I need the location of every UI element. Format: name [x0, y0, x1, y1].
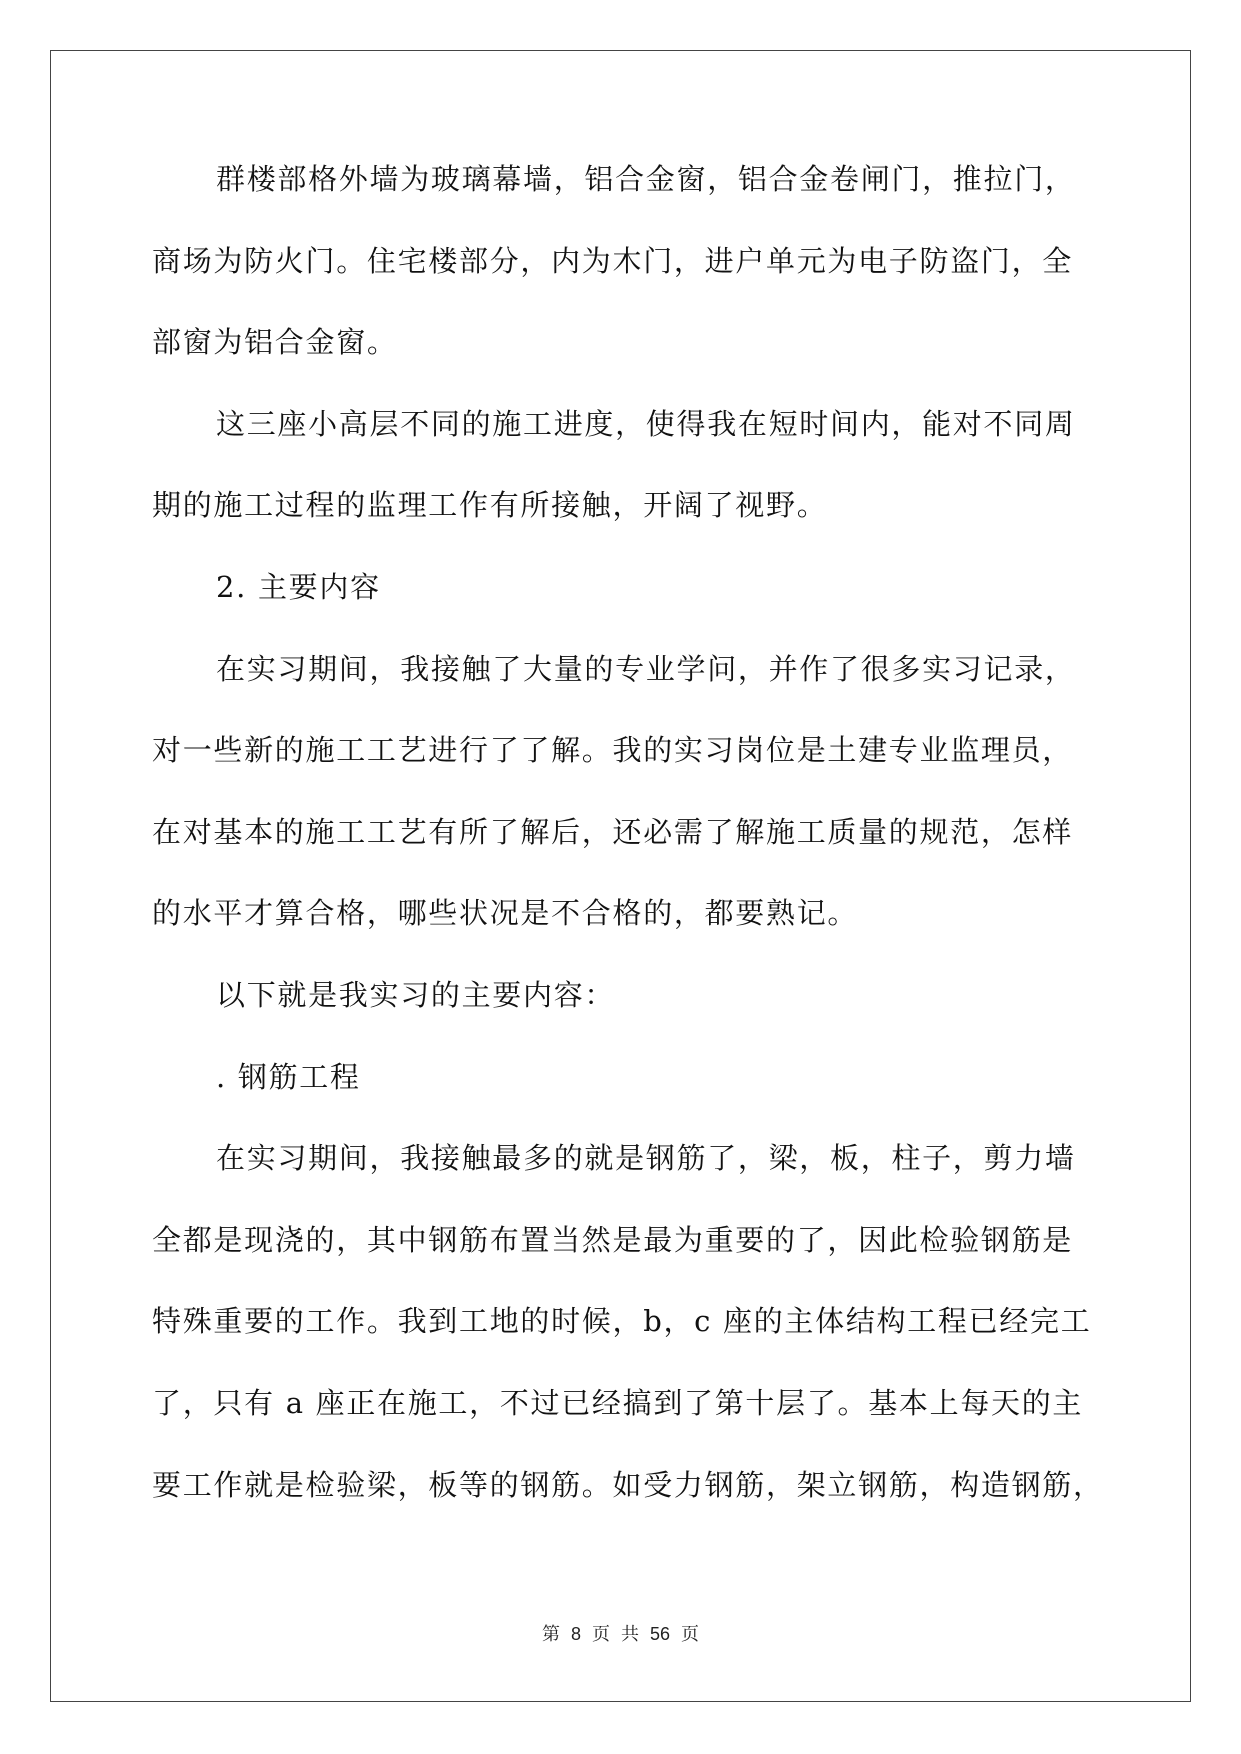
text-line: 商场为防火门。住宅楼部分，内为木门，进户单元为电子防盗门，全 — [152, 243, 1074, 278]
text-line: 部窗为铝合金窗。 — [152, 325, 398, 360]
text-line: 以下就是我实习的主要内容： — [216, 977, 616, 1012]
document-body — [152, 158, 1112, 1545]
text-line: 群楼部格外墙为玻璃幕墙，铝合金窗，铝合金卷闸门，推拉门， — [216, 162, 1076, 196]
text-line: 对一些新的施工工艺进行了了解。我的实习岗位是土建专业监理员， — [152, 733, 1074, 768]
text-line: 特殊重要的工作。我到工地的时候，b，c 座的主体结构工程已经完工 — [152, 1304, 1092, 1339]
text-line: . 钢筋工程 — [216, 1059, 361, 1094]
text-line: 了，只有 a 座正在施工，不过已经搞到了第十层了。基本上每天的主 — [152, 1385, 1084, 1420]
text-line: 期的施工过程的监理工作有所接触，开阔了视野。 — [152, 488, 828, 523]
text-line: 的水平才算合格，哪些状况是不合格的，都要熟记。 — [152, 896, 859, 931]
text-line: 全都是现浇的，其中钢筋布置当然是最为重要的了，因此检验钢筋是 — [152, 1222, 1074, 1257]
text-line: 在实习期间，我接触了大量的专业学问，并作了很多实习记录， — [216, 651, 1076, 686]
text-line: 2. 主要内容 — [216, 569, 381, 604]
text-line: 在实习期间，我接触最多的就是钢筋了，梁，板，柱子，剪力墙 — [216, 1141, 1076, 1176]
text-line: 这三座小高层不同的施工进度，使得我在短时间内，能对不同周 — [216, 406, 1076, 441]
text-line: 要工作就是检验梁，板等的钢筋。如受力钢筋，架立钢筋，构造钢筋， — [152, 1467, 1104, 1502]
text-line: 在对基本的施工工艺有所了解后，还必需了解施工质量的规范，怎样 — [152, 814, 1074, 849]
page-footer: 第 8 页 共 56 页 — [541, 1624, 700, 1644]
